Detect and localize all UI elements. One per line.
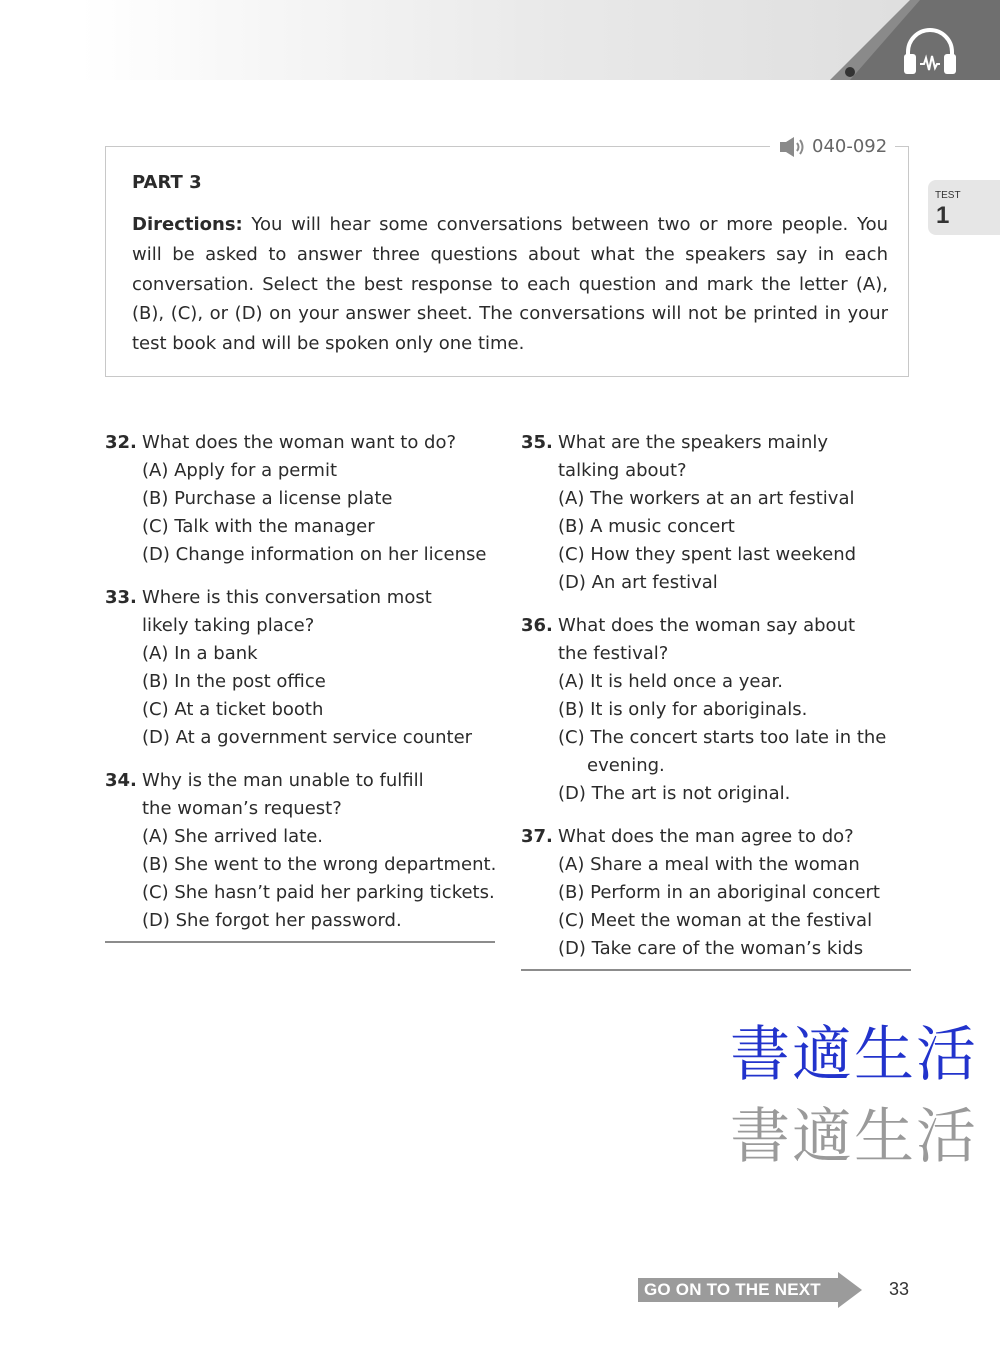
next-page-label: GO ON TO THE NEXT PAGE [644, 1280, 821, 1319]
question-number: 33. [105, 587, 137, 608]
header-corner-decoration [820, 0, 1000, 80]
question-stem: Where is this conversation most likely taking place? [142, 587, 432, 636]
option-a: (A) Apply for a permit [142, 460, 338, 481]
option-d: (D) An art festival [558, 572, 718, 593]
question-number: 35. [521, 432, 553, 453]
question-number: 37. [521, 826, 553, 847]
option-c: (C) How they spent last weekend [558, 544, 857, 565]
watermark-blue: 書適生活 [730, 1020, 978, 1090]
question-stem: What does the man agree to do? [558, 826, 854, 847]
question-number: 34. [105, 770, 137, 791]
option-b: (B) It is only for aboriginals. [558, 699, 808, 720]
question-33 [105, 584, 475, 752]
speaker-icon [778, 137, 808, 157]
option-a: (A) In a bank [142, 643, 258, 664]
option-d: (D) Take care of the woman’s kids [558, 938, 864, 959]
option-d: (D) At a government service counter [142, 727, 473, 748]
question-34 [105, 767, 497, 935]
option-c: (C) She hasn’t paid her parking tickets. [142, 882, 495, 903]
left-column-divider [105, 941, 495, 943]
question-36 [521, 612, 886, 808]
directions-label: Directions: [132, 214, 243, 235]
question-number: 32. [105, 432, 137, 453]
test-tab [928, 180, 1000, 235]
option-c: (C) The concert starts too late in the [558, 727, 887, 748]
question-number: 36. [521, 615, 553, 636]
option-b: (B) In the post office [142, 671, 326, 692]
question-stem: What does the woman say about the festival? [558, 615, 856, 664]
question-35 [521, 429, 886, 597]
option-d: (D) The art is not original. [558, 783, 791, 804]
audio-track-label [770, 134, 895, 160]
next-page-banner [638, 1272, 864, 1319]
directions-text [132, 210, 888, 359]
page-number: 33 [889, 1279, 910, 1299]
option-b: (B) She went to the wrong department. [142, 854, 497, 875]
watermark-gray: 書適生活 [730, 1102, 978, 1172]
option-a: (A) She arrived late. [142, 826, 323, 847]
directions-body: You will hear some conversations between two or more people. You will be asked to answer three questions about what the speakers say in each conversation. Select the best response to each question and mark the letter (A), (B), (C), or (D) on your answer sheet. The conversations will not be printed in your test book and will be spoken only one time. [132, 214, 888, 355]
question-37 [521, 823, 911, 963]
option-d: (D) Change information on her license [142, 544, 487, 565]
option-d: (D) She forgot her password. [142, 910, 402, 931]
option-c: (C) At a ticket booth [142, 699, 324, 720]
question-stem: What does the woman want to do? [142, 432, 457, 453]
question-stem: Why is the man unable to fulfill the woman’s request? [142, 770, 424, 819]
test-tab-label: TEST [935, 190, 961, 201]
option-a: (A) It is held once a year. [558, 671, 783, 692]
question-stem: What are the speakers mainly talking about? [558, 432, 828, 481]
test-tab-number: 1 [936, 202, 950, 229]
right-column-divider [521, 969, 911, 971]
option-c-continuation: evening. [587, 755, 665, 776]
part-title: PART 3 [132, 172, 202, 193]
option-c: (C) Meet the woman at the festival [558, 910, 873, 931]
option-a: (A) Share a meal with the woman [558, 854, 860, 875]
audio-track-number: 040-092 [812, 136, 888, 157]
option-a: (A) The workers at an art festival [558, 488, 855, 509]
option-b: (B) A music concert [558, 516, 735, 537]
option-c: (C) Talk with the manager [142, 516, 375, 537]
option-b: (B) Perform in an aboriginal concert [558, 882, 880, 903]
option-b: (B) Purchase a license plate [142, 488, 393, 509]
question-32 [105, 429, 495, 569]
